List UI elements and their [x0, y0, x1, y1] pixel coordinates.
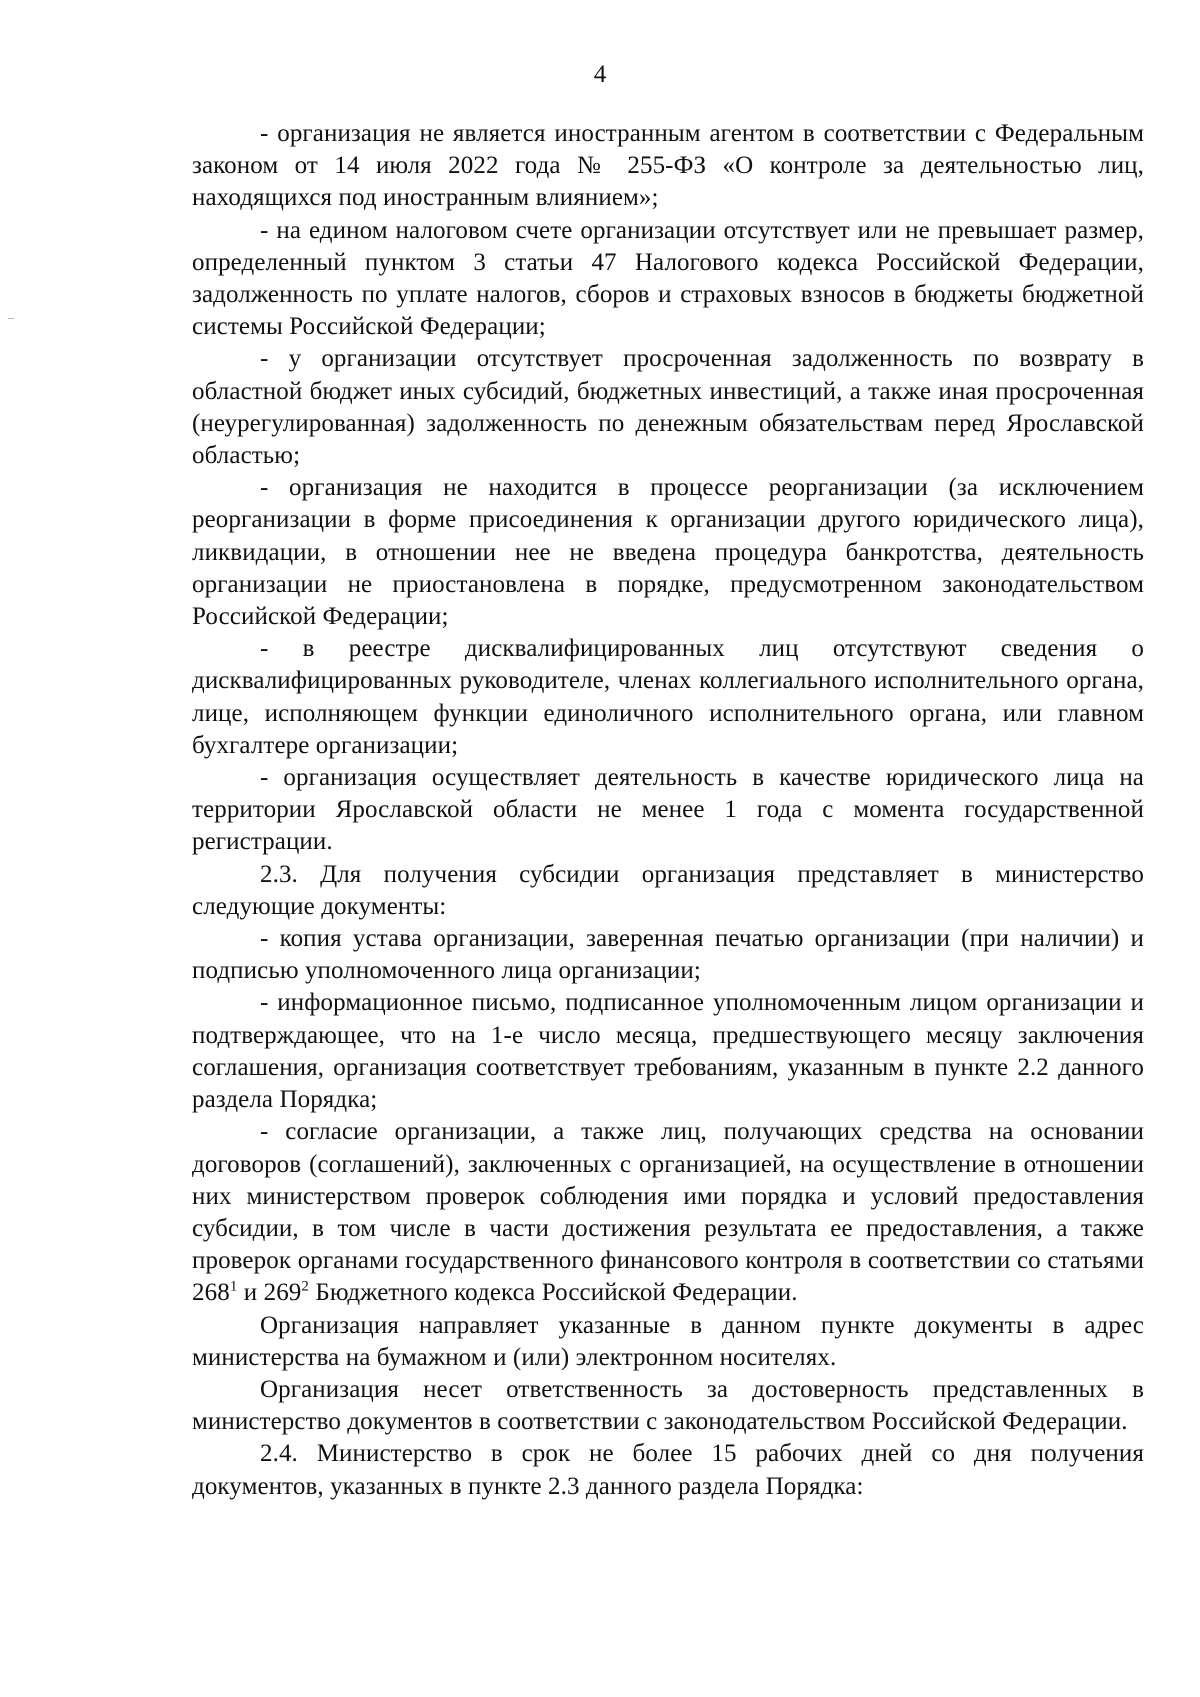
superscript-1: 1 — [229, 1278, 238, 1295]
superscript-2: 2 — [301, 1278, 310, 1295]
paragraph-responsibility: Организация несет ответственность за достоверность представленных в министерство документов в соответствии с законодательством Российской Федерации. — [192, 1375, 1144, 1436]
paragraph-tax-debt-requirement: - на едином налоговом счете организации отсутствует или не превышает размер, определенный пунктом 3 статьи 47 Налогового кодекса Российской Федерации, задолженность по уплате налогов, сборов и страховых взносов в бюджеты бюджетной системы Российской Федерации; — [192, 216, 1144, 341]
paragraph-consent-to-inspections — [192, 1116, 1144, 1309]
paragraph-foreign-agent-requirement: - организация не является иностранным агентом в соответствии с Федеральным законом от 14 июля 2022 года № 255-ФЗ «О контроле за деятельностью лиц, находящихся под иностранным влиянием»; — [192, 120, 1144, 212]
paragraph-overdue-debt-requirement: - у организации отсутствует просроченная задолженность по возврату в областной бюджет иных субсидий, бюджетных инвестиций, а также иная просроченная (неурегулированная) задолженность по денежным обязательствам перед Ярославской областью; — [192, 345, 1144, 470]
consent-text-part-2: и 269 — [237, 1279, 302, 1307]
consent-text-part-3: Бюджетного кодекса Российской Федерации. — [309, 1279, 798, 1307]
paragraph-charter-copy: - копия устава организации, заверенная печатью организации (при наличии) и подписью уполномоченного лица организации; — [192, 925, 1144, 985]
paragraph-document-submission: Организация направляет указанные в данном пункте документы в адрес министерства на бумажном и (или) электронном носителях. — [192, 1311, 1144, 1371]
scan-mark — [8, 318, 14, 319]
document-body — [192, 118, 1144, 1503]
paragraph-information-letter: - информационное письмо, подписанное уполномоченным лицом организации и подтверждающее, что на 1-е число месяца, предшествующего месяцу заключения соглашения, организация соответствует требованиям, указанным в пункте 2.2 данного раздела Порядка; — [192, 989, 1144, 1114]
paragraph-section-2-4: 2.4. Министерство в срок не более 15 рабочих дней со дня получения документов, указанных в пункте 2.3 данного раздела Порядка: — [192, 1440, 1144, 1500]
page-number: 4 — [593, 61, 607, 88]
consent-text-part-1: - согласие организации, а также лиц, получающих средства на основании договоров (соглашений), заключенных с организацией, на осуществление в отношении них министерством проверок соблюдения ими порядка и условий предоставления субсидии, в том числе в части достижения результата ее предоставления, а также проверок органами государственного финансового контроля в соответствии со статьями 268 — [192, 1118, 1144, 1307]
paragraph-activity-duration-requirement: - организация осуществляет деятельность в качестве юридического лица на территории Ярославской области не менее 1 года с момента государственной регистрации. — [192, 764, 1144, 856]
paragraph-disqualified-persons-requirement: - в реестре дисквалифицированных лиц отсутствуют сведения о дисквалифицированных руководителе, членах коллегиального исполнительного органа, лице, исполняющем функции единоличного исполнительного органа, или главном бухгалтере организации; — [192, 635, 1144, 759]
paragraph-reorganization-requirement: - организация не находится в процессе реорганизации (за исключением реорганизации в форме присоединения к организации другого юридического лица), ликвидации, в отношении нее не введена процедура банкротства, деятельность организации не приостановлена в порядке, предусмотренном законодательством Российской Федерации; — [192, 474, 1144, 631]
paragraph-section-2-3: 2.3. Для получения субсидии организация представляет в министерство следующие документы: — [192, 860, 1144, 920]
